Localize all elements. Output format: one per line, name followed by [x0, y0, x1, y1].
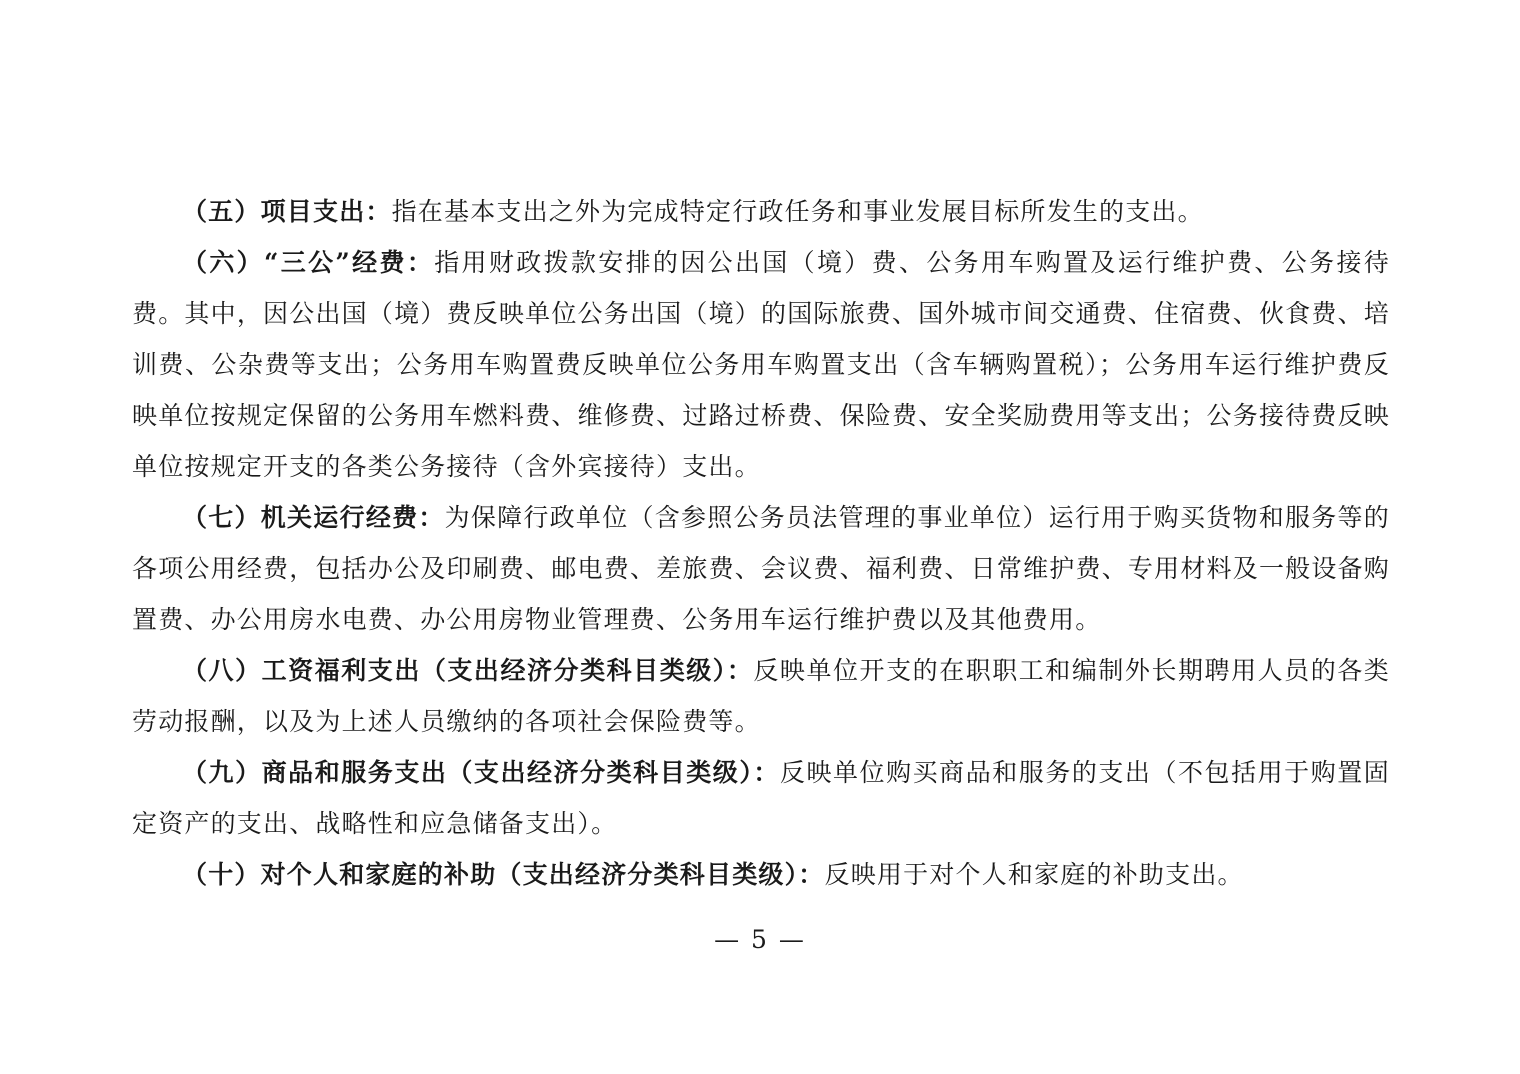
paragraph-wage-welfare-expenditure: [132, 645, 1390, 747]
paragraph-term: （十）对个人和家庭的补助（支出经济分类科目类级）：: [182, 860, 825, 889]
paragraph-term: （九）商品和服务支出（支出经济分类科目类级）：: [182, 758, 780, 787]
paragraph-household-subsidies: [132, 849, 1390, 900]
paragraph-term: （八）工资福利支出（支出经济分类科目类级）：: [182, 656, 754, 685]
page-number: — 5 —: [714, 925, 806, 954]
paragraph-term: （五）项目支出：: [182, 197, 392, 226]
paragraph-text: 反映单位购买商品和服务的支出（不包括用于购置固定资产的支出、战略性和应急储备支出）。: [132, 758, 1390, 838]
paragraph-three-public-funds: [132, 237, 1390, 492]
paragraph-term: （七）机关运行经费：: [182, 503, 445, 532]
document-body: [132, 186, 1390, 900]
paragraph-agency-operating-funds: [132, 492, 1390, 645]
paragraph-text: 为保障行政单位（含参照公务员法管理的事业单位）运行用于购买货物和服务等的各项公用经费，包括办公及印刷费、邮电费、差旅费、会议费、福利费、日常维护费、专用材料及一般设备购置费、办公用房水电费、办公用房物业管理费、公务用车运行维护费以及其他费用。: [132, 503, 1390, 634]
paragraph-text: 反映单位开支的在职职工和编制外长期聘用人员的各类劳动报酬，以及为上述人员缴纳的各项社会保险费等。: [132, 656, 1390, 736]
paragraph-term: （六）“三公”经费：: [182, 248, 435, 277]
paragraph-text: 指用财政拨款安排的因公出国（境）费、公务用车购置及运行维护费、公务接待费。其中，因公出国（境）费反映单位公务出国（境）的国际旅费、国外城市间交通费、住宿费、伙食费、培训费、公杂费等支出；公务用车购置费反映单位公务用车购置支出（含车辆购置税）；公务用车运行维护费反映单位按规定保留的公务用车燃料费、维修费、过路过桥费、保险费、安全奖励费用等支出；公务接待费反映单位按规定开支的各类公务接待（含外宾接待）支出。: [132, 248, 1390, 481]
paragraph-text: 反映用于对个人和家庭的补助支出。: [824, 860, 1244, 889]
paragraph-project-expenditure: [132, 186, 1390, 237]
paragraph-goods-services-expenditure: [132, 747, 1390, 849]
paragraph-text: 指在基本支出之外为完成特定行政任务和事业发展目标所发生的支出。: [391, 197, 1204, 226]
